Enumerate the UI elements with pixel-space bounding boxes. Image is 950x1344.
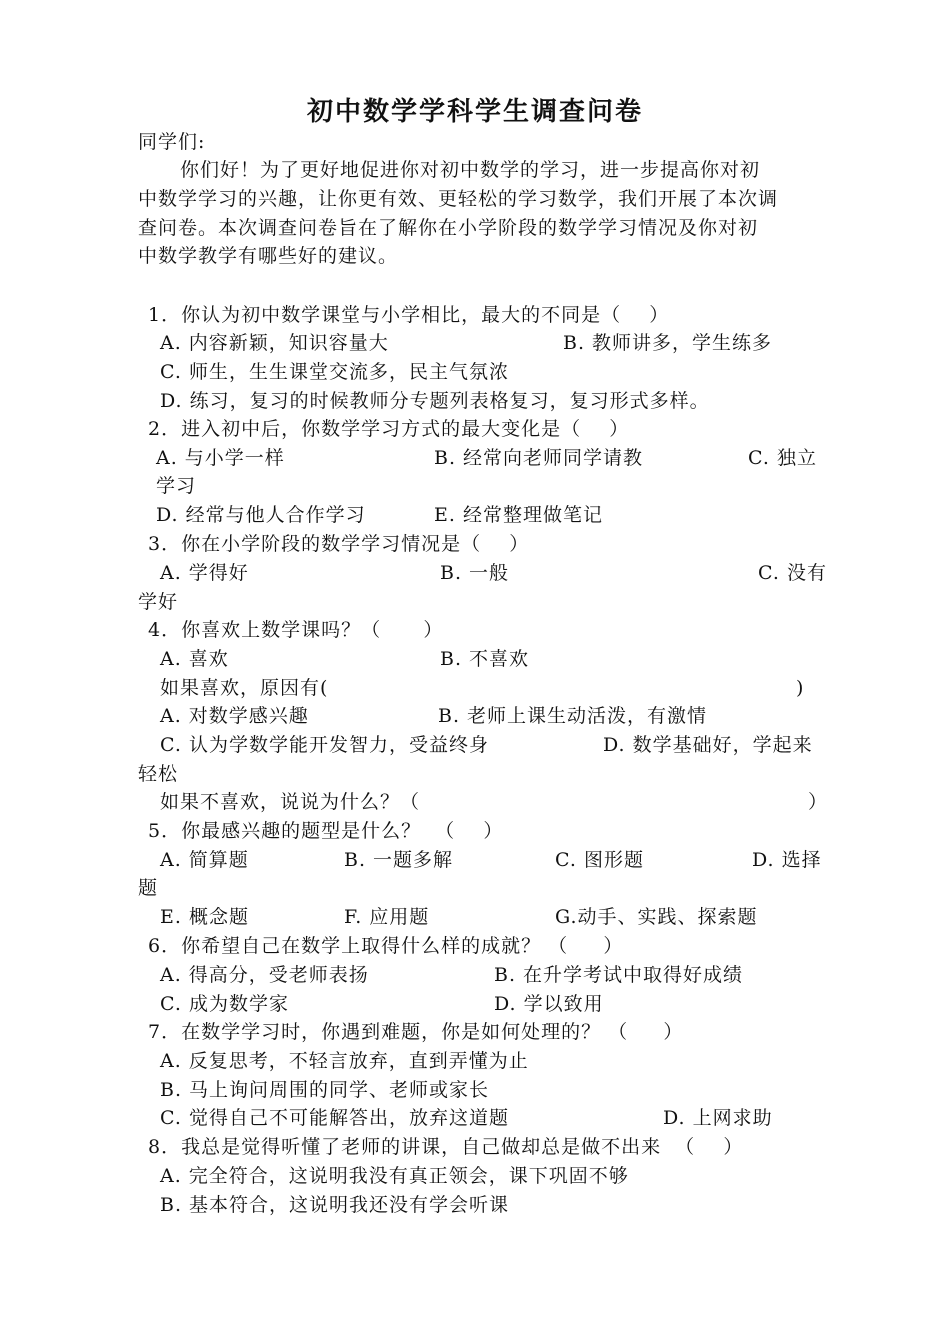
q5-option-d: D. 选择 <box>752 849 822 871</box>
question-8: 8．我总是觉得听懂了老师的讲课，自己做却总是做不出来 （ ） <box>148 1136 744 1158</box>
q1-option-b: B. 教师讲多，学生练多 <box>563 332 773 354</box>
q6-option-c: C. 成为数学家 <box>160 993 289 1015</box>
intro-line: 中数学学习的兴趣，让你更有效、更轻松的学习数学，我们开展了本次调 <box>138 188 779 210</box>
question-4: 4．你喜欢上数学课吗？（ ） <box>148 619 444 641</box>
q4-dislike-close: ） <box>808 791 829 813</box>
q6-option-a: A. 得高分，受老师表扬 <box>160 964 369 986</box>
page-title: 初中数学学科学生调查问卷 <box>306 97 643 127</box>
q4-option-b: B. 不喜欢 <box>440 648 530 670</box>
q3-option-b: B. 一般 <box>440 562 510 584</box>
q2-option-c-cont: 学习 <box>156 475 197 497</box>
question-2: 2．进入初中后，你数学学习方式的最大变化是（ ） <box>148 418 630 440</box>
q4-reason-b: B. 老师上课生动活泼，有激情 <box>438 705 708 727</box>
q3-option-c-cont: 学好 <box>138 591 179 613</box>
q7-option-b: B. 马上询问周围的同学、老师或家长 <box>160 1079 490 1101</box>
q3-option-c: C. 没有 <box>758 562 827 584</box>
q8-option-b: B. 基本符合，这说明我还没有学会听课 <box>160 1194 510 1216</box>
q2-option-b: B. 经常向老师同学请教 <box>434 447 644 469</box>
q6-option-d: D. 学以致用 <box>494 993 604 1015</box>
q5-option-d-cont: 题 <box>138 877 159 899</box>
q4-reason-d-cont: 轻松 <box>138 763 179 785</box>
question-7: 7．在数学学习时，你遇到难题，你是如何处理的？ （ ） <box>148 1021 684 1043</box>
q2-option-d: D. 经常与他人合作学习 <box>156 504 366 526</box>
q1-option-a: A. 内容新颖，知识容量大 <box>160 332 389 354</box>
question-1: 1．你认为初中数学课堂与小学相比，最大的不同是（ ） <box>148 304 670 326</box>
q4-reason-c: C. 认为学数学能开发智力，受益终身 <box>160 734 489 756</box>
q4-reason-d: D. 数学基础好，学起来 <box>603 734 813 756</box>
question-5: 5．你最感兴趣的题型是什么？ （ ） <box>148 820 504 842</box>
q2-option-a: A. 与小学一样 <box>156 447 285 469</box>
q1-option-c: C. 师生，生生课堂交流多，民主气氛浓 <box>160 361 509 383</box>
q7-option-a: A. 反复思考，不轻言放弃，直到弄懂为止 <box>160 1050 529 1072</box>
q5-option-b: B. 一题多解 <box>344 849 454 871</box>
q4-like-close: ) <box>796 677 805 699</box>
q5-option-e: E. 概念题 <box>160 906 249 928</box>
question-3: 3．你在小学阶段的数学学习情况是（ ） <box>148 533 530 555</box>
intro-line: 中数学教学有哪些好的建议。 <box>138 245 399 267</box>
question-6: 6．你希望自己在数学上取得什么样的成就？ （ ） <box>148 935 624 957</box>
q4-reason-a: A. 对数学感兴趣 <box>160 705 309 727</box>
q4-like-prompt: 如果喜欢，原因有( <box>160 677 329 699</box>
intro-line: 查问卷。本次调查问卷旨在了解你在小学阶段的数学学习情况及你对初 <box>138 217 759 239</box>
q2-option-c: C. 独立 <box>748 447 817 469</box>
q7-option-c: C. 觉得自己不可能解答出，放弃这道题 <box>160 1107 509 1129</box>
q8-option-a: A. 完全符合，这说明我没有真正领会，课下巩固不够 <box>160 1165 629 1187</box>
intro-line: 你们好！为了更好地促进你对初中数学的学习，进一步提高你对初 <box>180 159 761 181</box>
q6-option-b: B. 在升学考试中取得好成绩 <box>494 964 744 986</box>
q1-option-d: D. 练习，复习的时候教师分专题列表格复习，复习形式多样。 <box>160 390 710 412</box>
q5-option-a: A. 简算题 <box>160 849 249 871</box>
q5-option-c: C. 图形题 <box>555 849 644 871</box>
q5-option-f: F. 应用题 <box>344 906 430 928</box>
q2-option-e: E. 经常整理做笔记 <box>434 504 603 526</box>
q4-dislike-prompt: 如果不喜欢，说说为什么？（ <box>160 791 421 813</box>
greeting: 同学们: <box>138 131 206 153</box>
q5-option-g: G.动手、实践、探索题 <box>555 906 758 928</box>
q4-option-a: A. 喜欢 <box>160 648 229 670</box>
q7-option-d: D. 上网求助 <box>663 1107 773 1129</box>
q3-option-a: A. 学得好 <box>160 562 249 584</box>
